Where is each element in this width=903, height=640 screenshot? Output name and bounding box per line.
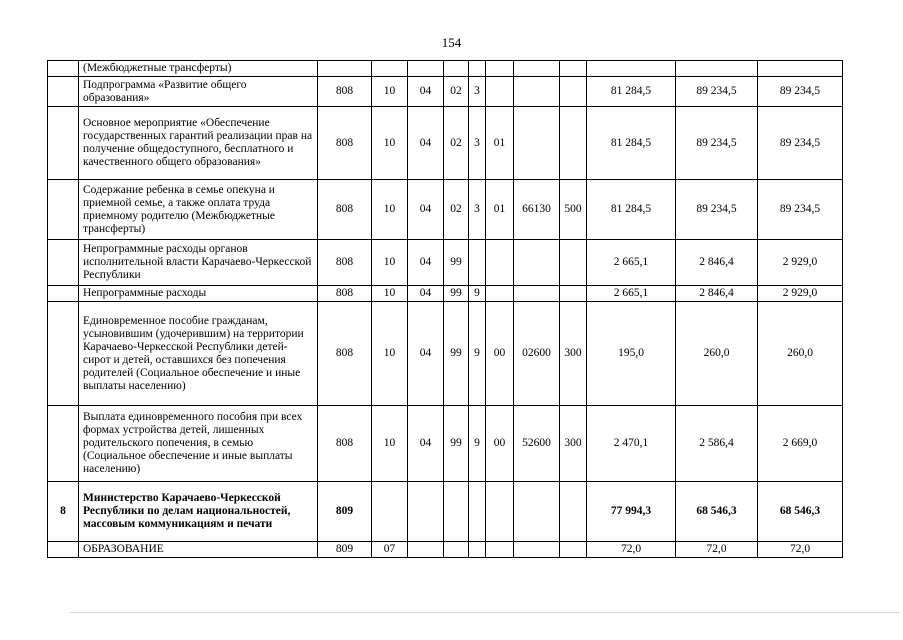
amount-year-2 <box>676 61 758 77</box>
expense-type-code: 300 <box>560 302 587 406</box>
subprogram-code: 3 <box>469 107 486 180</box>
ministry-code: 808 <box>318 302 372 406</box>
expense-name: (Межбюджетные трансферты) <box>79 61 318 77</box>
amount-year-3: 72,0 <box>758 542 843 558</box>
ministry-code: 808 <box>318 240 372 286</box>
table-row <box>48 542 843 558</box>
subsection-code: 04 <box>408 240 444 286</box>
row-number <box>48 286 79 302</box>
amount-year-2: 260,0 <box>676 302 758 406</box>
subprogram-code: 9 <box>469 302 486 406</box>
program-code <box>444 61 469 77</box>
amount-year-1: 81 284,5 <box>587 77 676 107</box>
row-number: 8 <box>48 482 79 542</box>
expense-name: Непрограммные расходы <box>79 286 318 302</box>
expense-name: Единовременное пособие гражданам, усыновившим (удочерившим) на территории Карачаево-Черкесской Республики детей-сирот и детей, оставшихся без попечения родителей (Социальное обеспечение и иные выплаты населению) <box>79 302 318 406</box>
amount-year-2: 2 846,4 <box>676 286 758 302</box>
program-code: 99 <box>444 286 469 302</box>
amount-year-3: 2 929,0 <box>758 240 843 286</box>
direction-code: 02600 <box>514 302 560 406</box>
section-code: 10 <box>372 107 408 180</box>
subsection-code: 04 <box>408 406 444 482</box>
expense-name: Подпрограмма «Развитие общего образования» <box>79 77 318 107</box>
expense-type-code <box>560 286 587 302</box>
section-code: 10 <box>372 240 408 286</box>
program-code: 02 <box>444 180 469 240</box>
expense-type-code <box>560 107 587 180</box>
table-row <box>48 286 843 302</box>
ministry-code: 809 <box>318 542 372 558</box>
ministry-code <box>318 61 372 77</box>
activity-code <box>486 61 514 77</box>
expense-type-code <box>560 542 587 558</box>
row-number <box>48 61 79 77</box>
row-number <box>48 77 79 107</box>
section-code: 10 <box>372 180 408 240</box>
subprogram-code <box>469 240 486 286</box>
row-number <box>48 107 79 180</box>
expense-name: Выплата единовременного пособия при всех формах устройства детей, лишенных родительского попечения, в семью (Социальное обеспечение и иные выплаты населению) <box>79 406 318 482</box>
section-code: 10 <box>372 286 408 302</box>
table-row <box>48 77 843 107</box>
row-number <box>48 302 79 406</box>
expense-name: Непрограммные расходы органов исполнительной власти Карачаево-Черкесской Республики <box>79 240 318 286</box>
direction-code <box>514 107 560 180</box>
program-code <box>444 482 469 542</box>
subprogram-code: 3 <box>469 77 486 107</box>
amount-year-2: 89 234,5 <box>676 107 758 180</box>
activity-code <box>486 542 514 558</box>
ministry-code: 808 <box>318 77 372 107</box>
amount-year-2: 2 586,4 <box>676 406 758 482</box>
activity-code <box>486 77 514 107</box>
amount-year-2: 89 234,5 <box>676 180 758 240</box>
amount-year-1: 2 665,1 <box>587 240 676 286</box>
page-number: 154 <box>441 35 462 50</box>
activity-code: 01 <box>486 180 514 240</box>
expense-type-code <box>560 61 587 77</box>
table-row <box>48 180 843 240</box>
row-number <box>48 542 79 558</box>
subprogram-code: 9 <box>469 406 486 482</box>
subsection-code: 04 <box>408 180 444 240</box>
amount-year-2: 89 234,5 <box>676 77 758 107</box>
amount-year-3 <box>758 61 843 77</box>
amount-year-1: 195,0 <box>587 302 676 406</box>
expense-type-code <box>560 77 587 107</box>
section-code: 10 <box>372 302 408 406</box>
direction-code: 66130 <box>514 180 560 240</box>
row-number <box>48 240 79 286</box>
ministry-code: 808 <box>318 107 372 180</box>
direction-code <box>514 77 560 107</box>
program-code <box>444 542 469 558</box>
direction-code <box>514 542 560 558</box>
subsection-code <box>408 61 444 77</box>
amount-year-1 <box>587 61 676 77</box>
amount-year-3: 89 234,5 <box>758 107 843 180</box>
amount-year-3: 68 546,3 <box>758 482 843 542</box>
direction-code <box>514 482 560 542</box>
section-code: 07 <box>372 542 408 558</box>
section-code: 10 <box>372 406 408 482</box>
program-code: 02 <box>444 77 469 107</box>
table-row <box>48 302 843 406</box>
amount-year-1: 81 284,5 <box>587 107 676 180</box>
direction-code <box>514 240 560 286</box>
program-code: 02 <box>444 107 469 180</box>
amount-year-2: 72,0 <box>676 542 758 558</box>
expense-name: Содержание ребенка в семье опекуна и приемной семье, а также оплата труда приемному родителю (Межбюджетные трансферты) <box>79 180 318 240</box>
activity-code <box>486 240 514 286</box>
ministry-code: 808 <box>318 180 372 240</box>
program-code: 99 <box>444 406 469 482</box>
amount-year-2: 68 546,3 <box>676 482 758 542</box>
subsection-code: 04 <box>408 107 444 180</box>
subprogram-code: 3 <box>469 180 486 240</box>
amount-year-3: 260,0 <box>758 302 843 406</box>
row-number <box>48 180 79 240</box>
activity-code: 01 <box>486 107 514 180</box>
scan-artifact-line <box>70 612 900 613</box>
subsection-code <box>408 542 444 558</box>
amount-year-3: 89 234,5 <box>758 77 843 107</box>
amount-year-2: 2 846,4 <box>676 240 758 286</box>
expense-type-code: 300 <box>560 406 587 482</box>
amount-year-3: 89 234,5 <box>758 180 843 240</box>
subprogram-code: 9 <box>469 286 486 302</box>
amount-year-3: 2 929,0 <box>758 286 843 302</box>
table-row <box>48 61 843 77</box>
activity-code: 00 <box>486 302 514 406</box>
amount-year-1: 2 665,1 <box>587 286 676 302</box>
table-row <box>48 107 843 180</box>
table-row <box>48 240 843 286</box>
direction-code <box>514 61 560 77</box>
row-number <box>48 406 79 482</box>
subsection-code: 04 <box>408 286 444 302</box>
program-code: 99 <box>444 302 469 406</box>
table-row <box>48 482 843 542</box>
activity-code <box>486 482 514 542</box>
section-code: 10 <box>372 77 408 107</box>
amount-year-1: 77 994,3 <box>587 482 676 542</box>
program-code: 99 <box>444 240 469 286</box>
activity-code <box>486 286 514 302</box>
expense-type-code: 500 <box>560 180 587 240</box>
amount-year-1: 72,0 <box>587 542 676 558</box>
activity-code: 00 <box>486 406 514 482</box>
budget-table <box>47 60 843 558</box>
subsection-code: 04 <box>408 77 444 107</box>
table-row <box>48 406 843 482</box>
ministry-code: 809 <box>318 482 372 542</box>
section-code <box>372 482 408 542</box>
subprogram-code <box>469 482 486 542</box>
subprogram-code <box>469 542 486 558</box>
expense-type-code <box>560 240 587 286</box>
subprogram-code <box>469 61 486 77</box>
expense-name: Основное мероприятие «Обеспечение государственных гарантий реализации прав на получение общедоступного, бесплатного и качественного общего образования» <box>79 107 318 180</box>
direction-code <box>514 286 560 302</box>
amount-year-1: 2 470,1 <box>587 406 676 482</box>
expense-name: ОБРАЗОВАНИЕ <box>79 542 318 558</box>
direction-code: 52600 <box>514 406 560 482</box>
expense-name: Министерство Карачаево-Черкесской Республики по делам национальностей, массовым коммуникациям и печати <box>79 482 318 542</box>
expense-type-code <box>560 482 587 542</box>
section-code <box>372 61 408 77</box>
ministry-code: 808 <box>318 286 372 302</box>
amount-year-3: 2 669,0 <box>758 406 843 482</box>
amount-year-1: 81 284,5 <box>587 180 676 240</box>
ministry-code: 808 <box>318 406 372 482</box>
subsection-code: 04 <box>408 302 444 406</box>
subsection-code <box>408 482 444 542</box>
